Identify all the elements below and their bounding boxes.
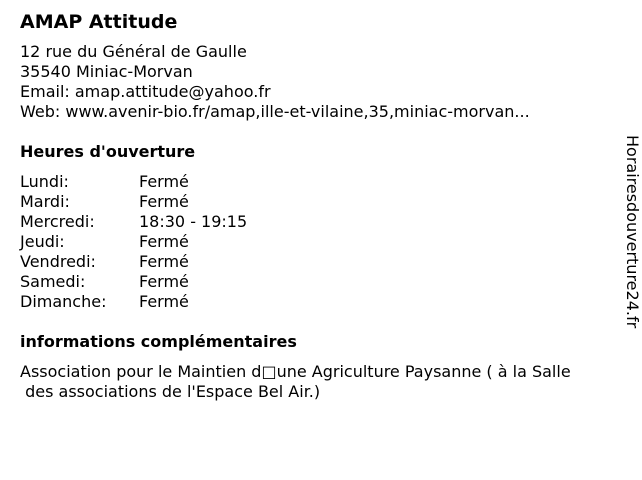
hours-row-mardi <box>20 192 600 212</box>
business-name: AMAP Attitude <box>20 11 178 33</box>
day-label: Lundi: <box>20 172 69 191</box>
day-hours: Fermé <box>139 292 189 311</box>
contact-block <box>20 42 600 122</box>
email-label: Email: <box>20 82 70 101</box>
day-label: Mardi: <box>20 192 70 211</box>
address-line-2: 35540 Miniac-Morvan <box>20 62 193 81</box>
day-label: Vendredi: <box>20 252 96 271</box>
email-row <box>20 82 600 102</box>
day-hours: Fermé <box>139 252 189 271</box>
hours-row-samedi <box>20 272 600 292</box>
address-line-1: 12 rue du Général de Gaulle <box>20 42 247 61</box>
site-brand-vertical: Horairesdouverture24.fr <box>623 135 642 329</box>
day-hours: Fermé <box>139 172 189 191</box>
info-line-2: des associations de l'Espace Bel Air.) <box>20 382 321 401</box>
hours-row-jeudi <box>20 232 600 252</box>
email-link[interactable]: amap.attitude@yahoo.fr <box>74 82 271 101</box>
day-hours: 18:30 - 19:15 <box>139 212 248 231</box>
hours-list <box>20 172 600 312</box>
hours-row-lundi <box>20 172 600 192</box>
hours-row-dimanche <box>20 292 600 312</box>
day-label: Jeudi: <box>20 232 65 251</box>
info-heading: informations complémentaires <box>20 332 297 351</box>
web-row <box>20 102 600 122</box>
day-label: Dimanche: <box>20 292 107 311</box>
web-link[interactable]: www.avenir-bio.fr/amap,ille-et-vilaine,35,miniac-morvan... <box>65 102 530 121</box>
info-line-1: Association pour le Maintien d□une Agriculture Paysanne ( à la Salle <box>20 362 571 381</box>
day-hours: Fermé <box>139 192 189 211</box>
hours-row-vendredi <box>20 252 600 272</box>
day-label: Samedi: <box>20 272 86 291</box>
business-details <box>20 10 600 402</box>
web-label: Web: <box>20 102 61 121</box>
day-hours: Fermé <box>139 272 189 291</box>
day-hours: Fermé <box>139 232 189 251</box>
hours-heading: Heures d'ouverture <box>20 142 196 161</box>
info-description <box>20 362 600 402</box>
hours-row-mercredi <box>20 212 600 232</box>
day-label: Mercredi: <box>20 212 95 231</box>
